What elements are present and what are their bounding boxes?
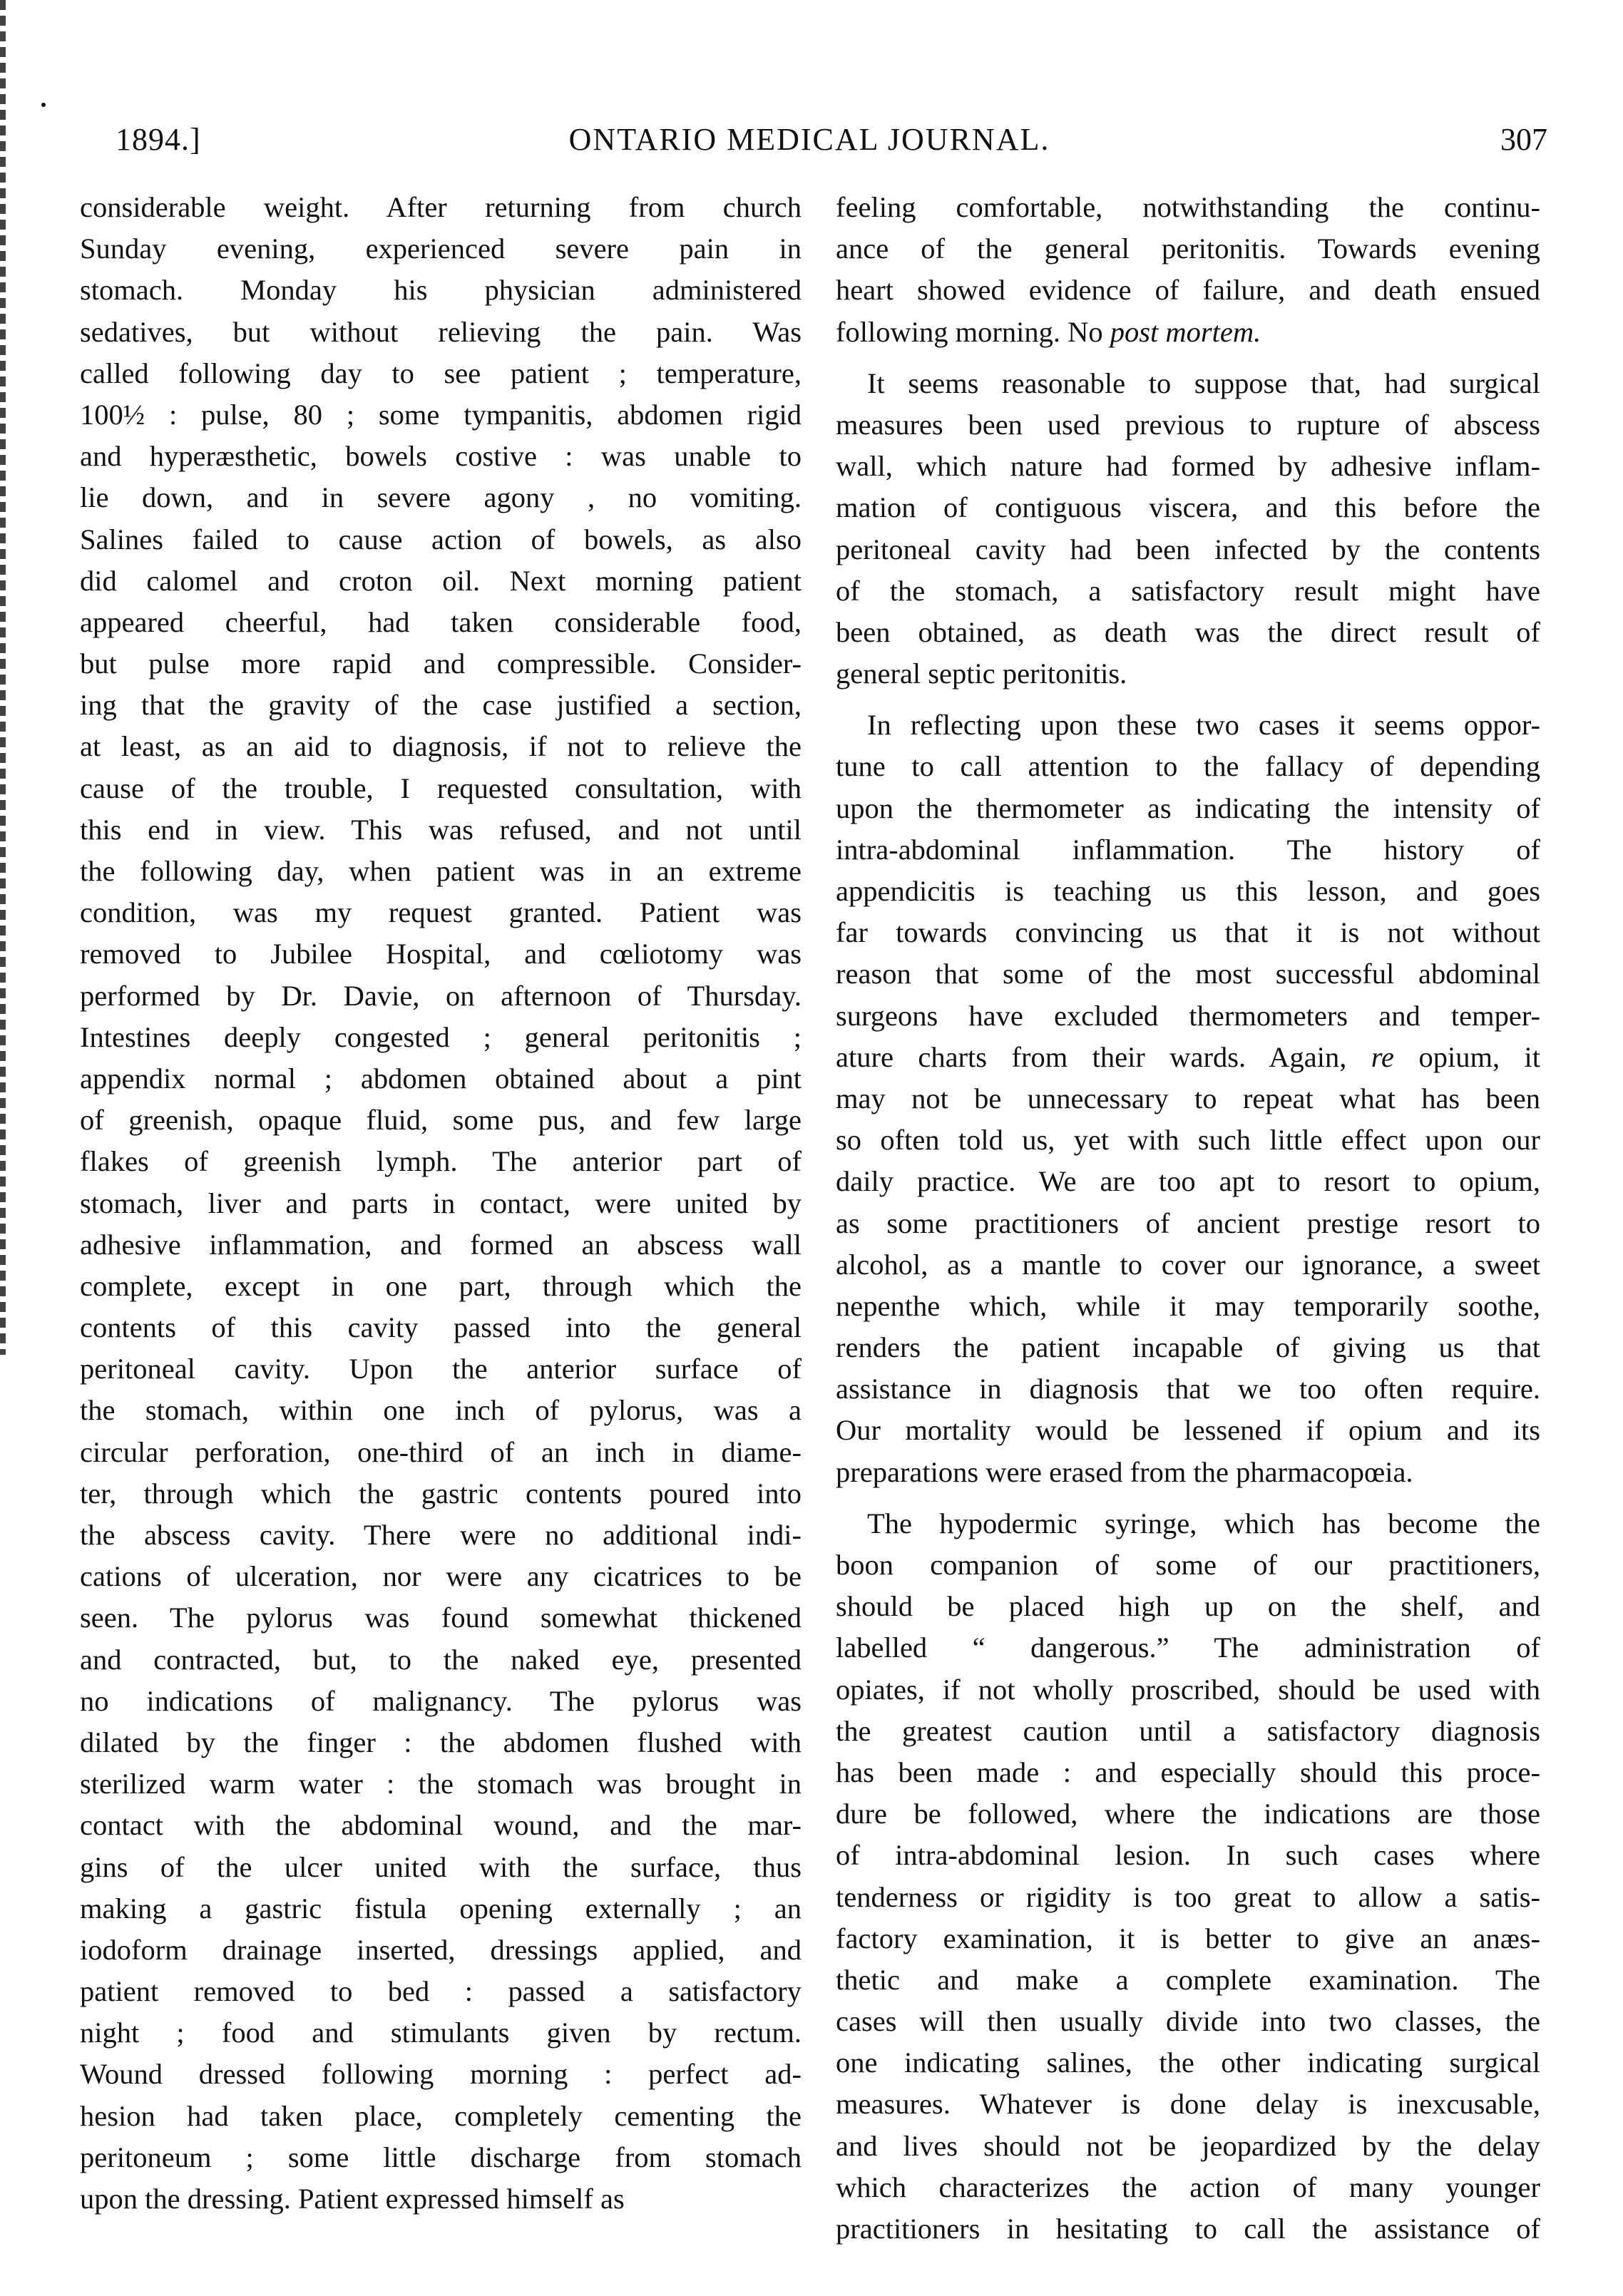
- text-line: appeared cheerful, had taken considerable food,: [80, 605, 802, 638]
- text-line: Intestines deeply congested ; general peritonitis ;: [80, 1020, 802, 1053]
- journal-title: ONTARIO MEDICAL JOURNAL.: [568, 122, 1050, 157]
- text-line: Sunday evening, experienced severe pain in: [80, 232, 802, 265]
- text-line: factory examination, it is better to give an anæs-: [836, 1922, 1540, 1954]
- text-line: intra-abdominal inflammation. The history of: [836, 833, 1540, 866]
- text-line: which characterizes the action of many younger: [836, 2171, 1540, 2203]
- text-line: the following day, when patient was in an extreme: [80, 855, 802, 887]
- text-line: so often told us, yet with such little effect upon our: [836, 1124, 1540, 1157]
- text-line: preparations were erased from the pharmacopœia.: [836, 1455, 1413, 1488]
- text-line: removed to Jubilee Hospital, and cœliotomy was: [80, 938, 802, 970]
- text-line: the stomach, within one inch of pylorus, was a: [80, 1394, 802, 1427]
- scan-edge-artifact: [0, 0, 6, 1355]
- text-line: night ; food and stimulants given by rectum.: [80, 2016, 802, 2049]
- running-head-year: 1894.]: [116, 122, 201, 157]
- text-line: boon companion of some of our practitioners,: [836, 1549, 1540, 1581]
- scan-speck: [41, 103, 46, 107]
- text-line: ance of the general peritonitis. Towards evening: [836, 232, 1540, 265]
- text-line: labelled “ dangerous.” The administration of: [836, 1631, 1540, 1664]
- text-line: sedatives, but without relieving the pain. Was: [80, 315, 802, 348]
- text-line: did calomel and croton oil. Next morning patient: [80, 564, 802, 597]
- text-line: but pulse more rapid and compressible. Consider-: [80, 647, 802, 680]
- text-line: Wound dressed following morning : perfect ad-: [80, 2058, 802, 2091]
- text-line: of the stomach, a satisfactory result might have: [836, 574, 1540, 607]
- text-line: of greenish, opaque fluid, some pus, and few large: [80, 1104, 802, 1137]
- text-line: lie down, and in severe agony , no vomiting.: [80, 481, 802, 514]
- text-line: cations of ulceration, nor were any cicatrices to be: [80, 1560, 802, 1593]
- text-line: peritoneal cavity. Upon the anterior surface of: [80, 1353, 802, 1385]
- paragraph-gap: [836, 695, 1540, 704]
- text-line: upon the dressing. Patient expressed himself as: [80, 2183, 625, 2215]
- text-line: sterilized warm water : the stomach was brought in: [80, 1768, 802, 1800]
- right-paragraph-3: [836, 704, 1540, 1493]
- text-line: this end in view. This was refused, and not until: [80, 813, 802, 846]
- text-line: appendix normal ; abdomen obtained about a pint: [80, 1062, 802, 1095]
- page-number: 307: [1500, 122, 1547, 157]
- right-paragraph-4: [836, 1503, 1540, 2250]
- text-line: feeling comfortable, notwithstanding the continu-: [836, 191, 1540, 223]
- text-line: seen. The pylorus was found somewhat thickened: [80, 1601, 802, 1634]
- right-paragraph-1: [836, 187, 1540, 353]
- text-line: upon the thermometer as indicating the intensity of: [836, 791, 1540, 824]
- text-line: one indicating salines, the other indicating surgical: [836, 2046, 1540, 2079]
- text-line: stomach. Monday his physician administered: [80, 274, 802, 307]
- text-line: tune to call attention to the fallacy of depending: [836, 750, 1540, 783]
- text-line: iodoform drainage inserted, dressings applied, and: [80, 1933, 802, 1966]
- text-line: dilated by the finger : the abdomen flushed with: [80, 1726, 802, 1758]
- text-line: cause of the trouble, I requested consultation, with: [80, 772, 802, 804]
- text-line: mation of contiguous viscera, and this before the: [836, 491, 1540, 524]
- text-line: the greatest caution until a satisfactory diagnosis: [836, 1714, 1540, 1747]
- text-line: contents of this cavity passed into the general: [80, 1311, 802, 1344]
- running-head: [78, 121, 1547, 164]
- text-line: flakes of greenish lymph. The anterior part of: [80, 1145, 802, 1178]
- text-line: making a gastric fistula opening externally ; an: [80, 1892, 802, 1925]
- text-line: no indications of malignancy. The pylorus was: [80, 1684, 802, 1717]
- text-line: considerable weight. After returning from church: [80, 191, 802, 223]
- text-line: general septic peritonitis.: [836, 657, 1127, 690]
- text-line: practitioners in hesitating to call the assistance of: [836, 2213, 1540, 2245]
- text-line: surgeons have excluded thermometers and temper-: [836, 999, 1540, 1032]
- text-line: complete, except in one part, through which the: [80, 1269, 802, 1302]
- text-line: heart showed evidence of failure, and death ensued: [836, 274, 1540, 307]
- text-line: peritoneum ; some little discharge from stomach: [80, 2141, 802, 2173]
- right-column: [836, 187, 1540, 2250]
- text-line: should be placed high up on the shelf, and: [836, 1590, 1540, 1623]
- text-line: adhesive inflammation, and formed an abscess wall: [80, 1228, 802, 1261]
- text-line: condition, was my request granted. Patient was: [80, 896, 802, 929]
- text-line: Our mortality would be lessened if opium and its: [836, 1414, 1540, 1447]
- text-line: dure be followed, where the indications are those: [836, 1798, 1540, 1830]
- text-line: [836, 1037, 1540, 1078]
- text-line: opiates, if not wholly proscribed, should be used with: [836, 1673, 1540, 1706]
- text-line: cases will then usually divide into two classes, the: [836, 2005, 1540, 2038]
- text-line: peritoneal cavity had been infected by the contents: [836, 533, 1540, 565]
- text-line: the abscess cavity. There were no additional indi-: [80, 1519, 802, 1551]
- text-line: patient removed to bed : passed a satisfactory: [80, 1975, 802, 2008]
- text-line: has been made : and especially should this proce-: [836, 1756, 1540, 1788]
- text-line: and contracted, but, to the naked eye, presented: [80, 1643, 802, 1676]
- right-paragraph-2: [836, 363, 1540, 695]
- text-line: may not be unnecessary to repeat what has been: [836, 1082, 1540, 1114]
- text-line: tenderness or rigidity is too great to allow a satis-: [836, 1880, 1540, 1913]
- text-line: nepenthe which, while it may temporarily soothe,: [836, 1289, 1540, 1322]
- text-line: circular perforation, one-third of an inch in diame-: [80, 1435, 802, 1468]
- text-line: of intra-abdominal lesion. In such cases where: [836, 1839, 1540, 1872]
- text-run: following morning. No: [836, 315, 1110, 348]
- text-line: contact with the abdominal wound, and the mar-: [80, 1809, 802, 1842]
- text-line: and lives should not be jeopardized by the delay: [836, 2129, 1540, 2162]
- text-line: alcohol, as a mantle to cover our ignorance, a sweet: [836, 1248, 1540, 1281]
- text-line: assistance in diagnosis that we too often require.: [836, 1373, 1540, 1405]
- text-line: hesion had taken place, completely cementing the: [80, 2099, 802, 2132]
- text-line: measures. Whatever is done delay is inexcusable,: [836, 2088, 1540, 2121]
- text-line: as some practitioners of ancient prestige resort to: [836, 1206, 1540, 1239]
- paragraph-gap: [836, 1493, 1540, 1503]
- text-line: daily practice. We are too apt to resort to opium,: [836, 1165, 1540, 1198]
- text-line: It seems reasonable to suppose that, had surgical: [867, 367, 1540, 399]
- text-line: gins of the ulcer united with the surface, thus: [80, 1850, 802, 1883]
- text-line: stomach, liver and parts in contact, were united by: [80, 1187, 802, 1219]
- text-line: wall, which nature had formed by adhesive inflam-: [836, 450, 1540, 483]
- text-line: been obtained, as death was the direct result of: [836, 615, 1540, 648]
- text-line: ter, through which the gastric contents poured into: [80, 1477, 802, 1510]
- text-run: opium, it: [1394, 1040, 1540, 1073]
- text-line: and hyperæsthetic, bowels costive : was unable to: [80, 440, 802, 473]
- text-run: ature charts from their wards. Again,: [836, 1040, 1371, 1073]
- text-line: far towards convincing us that it is not without: [836, 916, 1540, 949]
- paragraph-gap: [836, 353, 1540, 363]
- text-line: Salines failed to cause action of bowels, as also: [80, 523, 802, 555]
- text-line: thetic and make a complete examination. The: [836, 1963, 1540, 1996]
- text-line: at least, as an aid to diagnosis, if not to relieve the: [80, 730, 802, 763]
- text-line: appendicitis is teaching us this lesson, and goes: [836, 875, 1540, 907]
- left-column: [80, 187, 802, 2220]
- italic-term: post mortem.: [1110, 315, 1261, 348]
- text-line: renders the patient incapable of giving us that: [836, 1331, 1540, 1364]
- text-line: The hypodermic syringe, which has become the: [867, 1507, 1540, 1539]
- left-paragraph-1: [80, 187, 802, 2220]
- text-line: reason that some of the most successful abdominal: [836, 958, 1540, 990]
- text-line: ing that the gravity of the case justified a section,: [80, 689, 802, 722]
- text-line: called following day to see patient ; temperature,: [80, 357, 802, 389]
- text-line: performed by Dr. Davie, on afternoon of Thursday.: [80, 979, 802, 1012]
- italic-term: re: [1371, 1040, 1395, 1073]
- text-line: 100½ : pulse, 80 ; some tympanitis, abdomen rigid: [80, 398, 802, 431]
- text-line: [836, 312, 1540, 353]
- text-line: measures been used previous to rupture of abscess: [836, 408, 1540, 441]
- text-line: In reflecting upon these two cases it seems oppor-: [867, 709, 1540, 742]
